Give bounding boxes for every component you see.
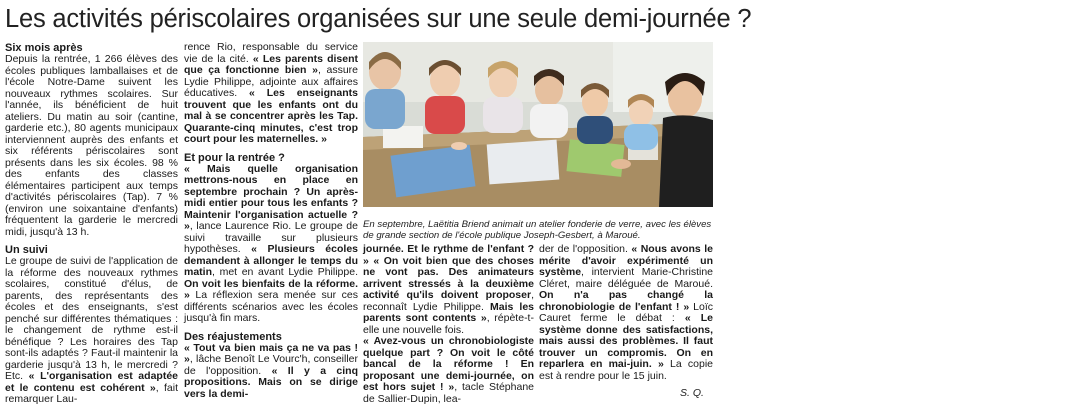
article-column-4 <box>539 244 713 382</box>
article-column-1 <box>5 42 178 406</box>
quote: « On voit bien que des choses ne vont pas. Des animateurs arrivent stressés à la deuxième activité qu'ils doivent proposer <box>363 254 534 301</box>
text-run: , répète-t-elle une nouvelle fois. <box>363 312 534 336</box>
text-run: , lance Laurence Rio. Le groupe de suivi travaille sur plusieurs hypothèses. <box>184 220 358 255</box>
paragraph <box>539 244 713 382</box>
subhead-un-suivi: Un suivi <box>5 244 48 256</box>
quote: « Plusieurs écoles demandent à allonger le temps du matin <box>184 243 358 278</box>
quote: « Avez-vous un chronobiologiste quelque part ? On voit le côté bancal de la réforme ! En proposant une demi-journée, on est hors sujet ! » <box>363 335 534 393</box>
paragraph <box>184 164 358 325</box>
paragraph: Depuis la rentrée, 1 266 élèves des écoles publiques lamballaises et de l'école Notre-Dame suivent les nouveaux rythmes scolaires. Sur l'année, ils bénéficient de huit ateliers. Du matin au soir (cantine, garderie etc.), 80 agents municipaux interviennent auprès des enfants et six référents périscolaires sont présents dans les six écoles. 98 % des enfants des classes élémentaires participent aux temps d'activités périscolaires (Tap). 7 % (environ une soixantaine d'enfants) fréquentent la garderie le mercredi midi, jusqu'à 13 h. <box>5 53 178 238</box>
text-run: , lâche Benoît Le Vourc'h, conseiller de l'opposition. <box>184 353 358 377</box>
text-run: Loïc Cauret ferme le débat : <box>539 300 713 324</box>
quote: « L'organisation est adaptée et le contenu est cohérent » <box>5 370 178 394</box>
quote: Mais les parents sont contents » <box>363 300 534 324</box>
quote: « Les enseignants trouvent que les enfants ont du mal à se concentrer après les Tap. Quarante-cinq minutes, c'est trop court pour les maternelles. » <box>184 87 358 145</box>
text-run: La copie est à rendre pour le 15 juin. <box>539 358 713 382</box>
text-run: , tacle Stéphane de Sallier-Dupin, lea- <box>363 381 534 405</box>
text-run: rence Rio, responsable du service vie de la cité. <box>184 41 358 65</box>
photo-credit: Archives <box>1066 183 1073 210</box>
text-run: , reconnaît Lydie Philippe. <box>363 289 534 313</box>
quote: « Les parents disent que ça fonctionne bien » <box>184 52 358 76</box>
quote: « Il y a cinq propositions. Mais on se dirige vers la demi- <box>184 364 359 400</box>
quote: « Mais quelle organisation mettrons-nous en place en septembre prochain ? Un après-midi entier pour tous les enfants ? Maintenir l'organisation actuelle ? » <box>184 162 358 232</box>
article-column-3 <box>363 244 534 405</box>
text-run: , fait remarquer Lau- <box>5 381 179 405</box>
text-run: , intervient Marie-Christine Cléret, maire déléguée de Maroué. <box>539 266 713 290</box>
text-run: , assure Lydie Philippe, adjointe aux affaires éducatives. <box>184 64 358 99</box>
article-headline: Les activités périscolaires organisées sur une seule demi-journée ? <box>5 5 752 33</box>
quote: On n'a pas changé la chronobiologie de l'enfant ! » <box>539 289 713 313</box>
paragraph <box>184 42 358 146</box>
paragraph <box>5 256 178 406</box>
text-run: Le groupe de suivi de l'application de la réforme des nouveaux rythmes scolaires, constitué d'élus, de parents, des représentants des écoles et des enseignants, s'est penché sur différentes thématiques : le changement de rythme est-il bénéfique ? Les horaires des Tap sont-ils adaptés ? Faut-il maintenir la garderie jusqu'à 13 h, le mercredi ? Etc. <box>5 255 178 382</box>
text-run: La réflexion sera menée sur ces différents scénarios avec les écoles jusqu'à fin mars. <box>184 289 358 324</box>
text-run: der de l'opposition. <box>539 243 632 255</box>
article-column-2 <box>184 42 358 400</box>
subhead-six-mois-apres: Six mois après <box>5 42 83 54</box>
classroom-photo-illustration <box>363 42 713 207</box>
quote: « Nous avons le mérite d'avoir expérimenté un système <box>539 243 713 278</box>
quote: journée. Et le rythme de l'enfant ? » <box>363 243 534 267</box>
quote: « Le système donne des satisfactions, mais aussi des problèmes. Il faut trouver un compromis. On en reparlera en mai-juin. » <box>539 312 713 370</box>
paragraph <box>363 244 534 336</box>
photo-caption: En septembre, Laëtitia Briend animait un atelier fonderie de verre, avec les élèves de grande section de l'école publique Joseph-Gesbert, à Maroué. <box>363 218 712 241</box>
paragraph <box>184 343 358 401</box>
author-signature: S. Q. <box>680 387 704 399</box>
article-photo <box>363 42 1073 210</box>
quote: « Tout va bien mais ça ne va pas ! » <box>184 341 358 365</box>
subhead-des-reajustements: Des réajustements <box>184 330 282 343</box>
paragraph <box>363 336 534 405</box>
text-run: , met en avant Lydie Philippe. <box>212 266 358 278</box>
quote: On voit les bienfaits de la réforme. » <box>184 277 358 301</box>
subhead-et-pour-la-rentree: Et pour la rentrée ? <box>184 151 285 164</box>
